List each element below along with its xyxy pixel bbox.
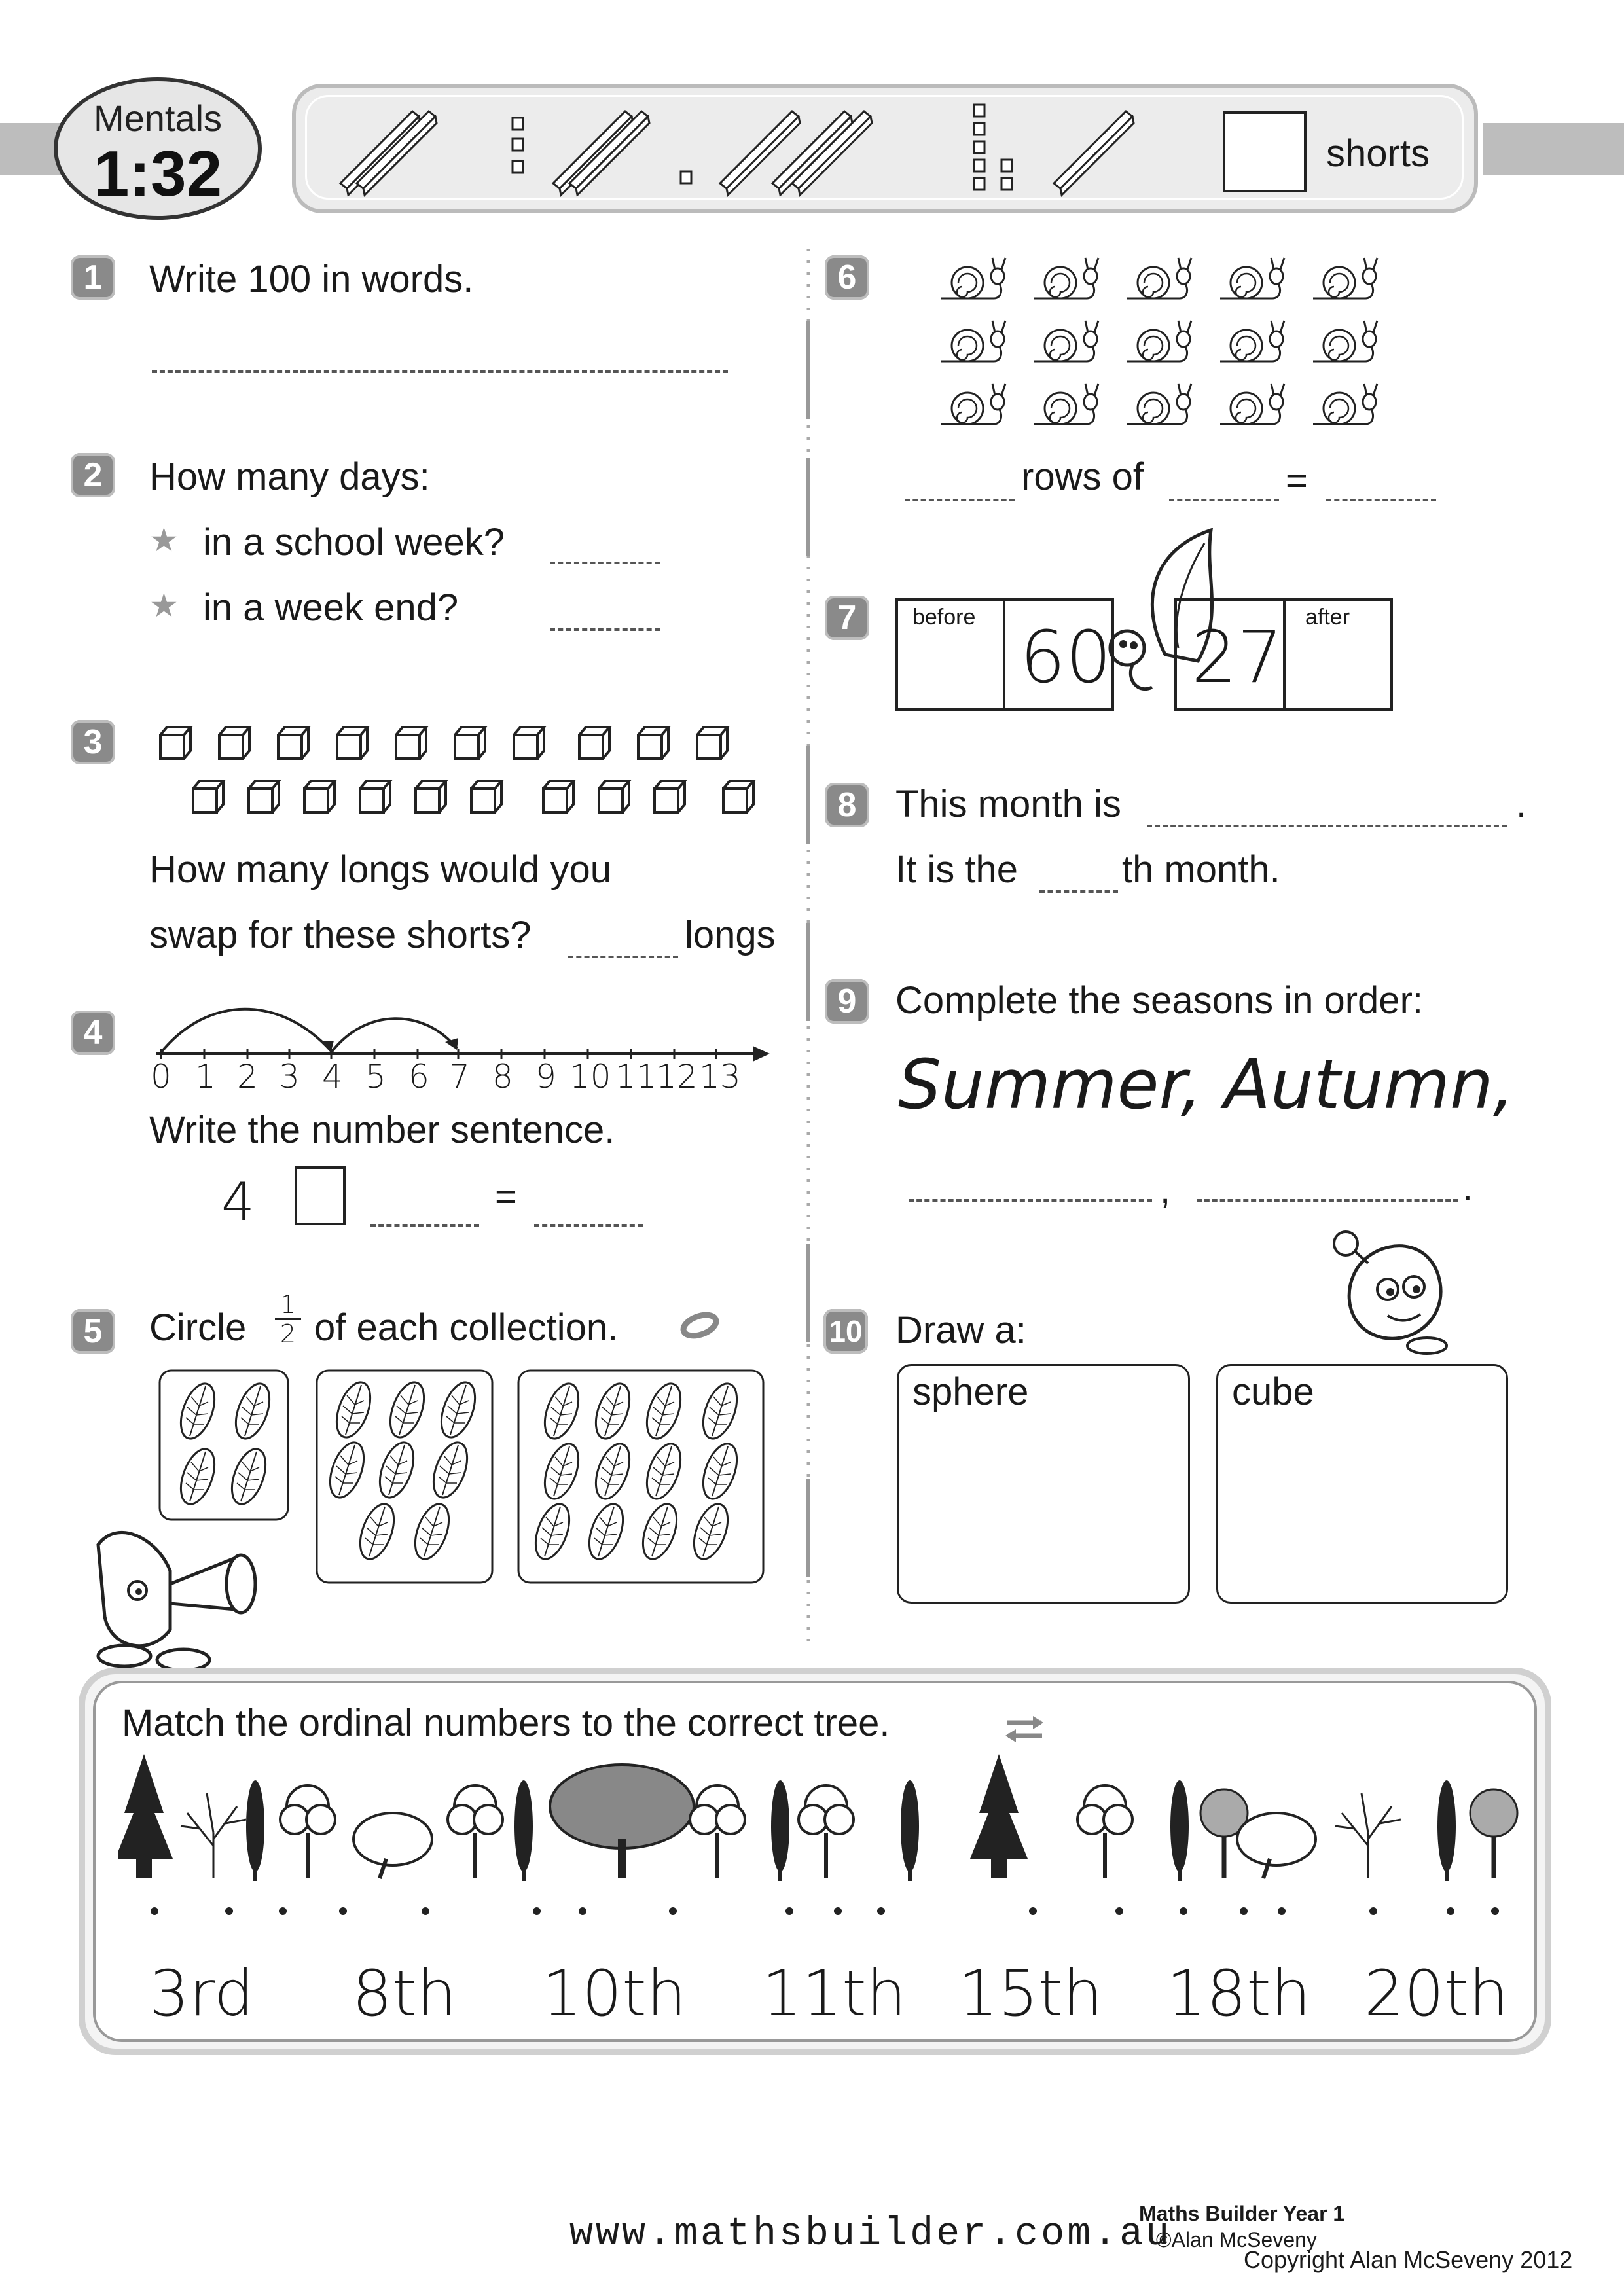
question-5-number: 5 [71, 1309, 115, 1354]
question-1-number: 1 [71, 255, 115, 300]
question-8-line-2-b: th month. [1122, 848, 1280, 891]
trumpet-mascot-icon [72, 1518, 281, 1676]
sheet-number: 1:32 [93, 137, 223, 209]
match-dots [151, 1907, 1499, 1915]
question-6-equals: = [1286, 459, 1308, 502]
footer-author: ©Alan McSeveny [1156, 2228, 1317, 2251]
question-6-number: 6 [825, 255, 869, 300]
question-1-answer-line[interactable] [152, 370, 728, 373]
column-divider [795, 249, 821, 1643]
question-3-answer-line[interactable] [568, 956, 678, 958]
before-label: before [912, 605, 976, 630]
question-4-equals: = [495, 1175, 517, 1218]
question-2-item-2: in a week end? [203, 586, 459, 629]
tick-label: 7 [449, 1058, 470, 1096]
circle-icon [678, 1309, 721, 1342]
base-ten-blocks [327, 98, 1172, 203]
long-block [569, 111, 649, 195]
operation-box[interactable] [295, 1166, 346, 1225]
mentals-label: Mentals [93, 98, 223, 139]
period-mark: . [1516, 783, 1527, 825]
question-9-text: Complete the seasons in order: [895, 979, 1423, 1022]
short-blocks-group [154, 723, 782, 821]
question-2-answer-1[interactable] [550, 562, 660, 564]
long-block [340, 111, 420, 195]
number-27: 27 [1191, 615, 1283, 699]
sphere-label: sphere [912, 1371, 1029, 1413]
large-oak-tree [550, 1765, 694, 1878]
question-2-answer-2[interactable] [550, 628, 660, 631]
question-6-answer-total[interactable] [1326, 499, 1436, 501]
long-block [357, 111, 437, 195]
number-line-tick-labels [149, 1058, 778, 1097]
after-label: after [1305, 605, 1350, 630]
question-1-text: Write 100 in words. [149, 258, 474, 300]
question-2-number: 2 [71, 453, 115, 497]
question-5-text-after: of each collection. [314, 1306, 619, 1349]
question-4-number: 4 [71, 1011, 115, 1055]
cube-row-2 [193, 781, 753, 812]
cube-row-1 [160, 727, 727, 759]
waving-mascot-icon [1322, 1224, 1466, 1355]
tick-label: 2 [237, 1058, 258, 1096]
cube-label: cube [1232, 1371, 1314, 1413]
question-9-given-seasons: Summer, Autumn, [898, 1045, 1515, 1124]
tick-label: 13 [699, 1058, 741, 1096]
question-8-month-answer[interactable] [1147, 825, 1507, 827]
star-icon: ★ [149, 522, 179, 558]
question-8-line-1: This month is [895, 783, 1121, 825]
question-10-text: Draw a: [895, 1309, 1026, 1352]
ordinal-10th[interactable]: 10th [542, 1957, 687, 2030]
tick-label: 0 [151, 1058, 171, 1096]
shorts-label: shorts [1326, 132, 1430, 175]
question-4-answer-2[interactable] [534, 1224, 643, 1227]
question-2-item-1: in a school week? [203, 521, 505, 564]
period-mark: . [1462, 1166, 1473, 1209]
question-8-number-answer[interactable] [1039, 890, 1118, 893]
question-4-answer-1[interactable] [370, 1224, 479, 1227]
number-60: 60 [1020, 615, 1111, 699]
question-6-rows-of: rows of [1021, 456, 1144, 498]
ordinal-20th[interactable]: 20th [1364, 1957, 1509, 2030]
long-block [553, 111, 633, 195]
question-3-line-2: swap for these shorts? [149, 914, 532, 956]
fraction-half [275, 1292, 301, 1346]
tick-label: 11 [615, 1058, 657, 1096]
mentals-badge [54, 77, 262, 220]
tick-label: 6 [408, 1058, 429, 1096]
long-blocks [340, 111, 1134, 195]
ordinal-18th[interactable]: 18th [1166, 1957, 1311, 2030]
long-block [1054, 111, 1134, 195]
tree-row [118, 1754, 1525, 1924]
tick-label: 8 [492, 1058, 513, 1096]
question-9-number: 9 [825, 979, 869, 1024]
ordinal-11th[interactable]: 11th [762, 1957, 907, 2030]
question-7-number: 7 [825, 596, 869, 640]
tick-label: 1 [195, 1058, 216, 1096]
tick-label: 12 [656, 1058, 698, 1096]
ordinal-8th[interactable]: 8th [352, 1957, 457, 2030]
tick-label: 9 [535, 1058, 556, 1096]
question-9-answer-2[interactable] [1197, 1199, 1458, 1202]
footer-book: Maths Builder Year 1 [1139, 2202, 1345, 2225]
shorts-answer-box[interactable] [1223, 111, 1307, 192]
fraction-numerator: 1 [280, 1290, 297, 1319]
fraction-denominator: 2 [280, 1319, 297, 1348]
question-4-start: 4 [221, 1172, 255, 1232]
question-10-number: 10 [823, 1309, 868, 1354]
ordinal-3rd[interactable]: 3rd [149, 1957, 254, 2030]
ordinal-instruction: Match the ordinal numbers to the correct tree. [122, 1702, 890, 1744]
question-3-line-1: How many longs would you [149, 848, 612, 891]
question-3-number: 3 [71, 720, 115, 764]
footer-website: www.mathsbuilder.com.au [569, 2212, 1172, 2257]
snail-array [929, 249, 1401, 439]
question-8-line-2-a: It is the [895, 848, 1018, 891]
question-6-answer-rows[interactable] [905, 499, 1015, 501]
question-4-instruction: Write the number sentence. [149, 1109, 615, 1151]
footer-copyright: Copyright Alan McSeveny 2012 [1244, 2246, 1573, 2273]
question-9-answer-1[interactable] [909, 1199, 1152, 1202]
header-band-right [1483, 123, 1624, 175]
ordinal-15th[interactable]: 15th [958, 1957, 1103, 2030]
tick-label: 3 [279, 1058, 300, 1096]
question-2-text: How many days: [149, 456, 430, 498]
star-icon: ★ [149, 587, 179, 624]
question-6-answer-size[interactable] [1169, 499, 1279, 501]
question-3-unit: longs [685, 914, 776, 956]
question-5-text-before: Circle [149, 1306, 247, 1349]
jump-arrow-2 [331, 1018, 457, 1052]
swap-arrows-icon [1001, 1712, 1047, 1745]
tick-label: 4 [322, 1058, 343, 1096]
tick-label: 10 [569, 1058, 611, 1096]
question-8-number: 8 [825, 783, 869, 827]
comma-mark: , [1160, 1169, 1171, 1211]
jump-arrow-1 [161, 1009, 331, 1052]
tick-label: 5 [365, 1058, 386, 1096]
